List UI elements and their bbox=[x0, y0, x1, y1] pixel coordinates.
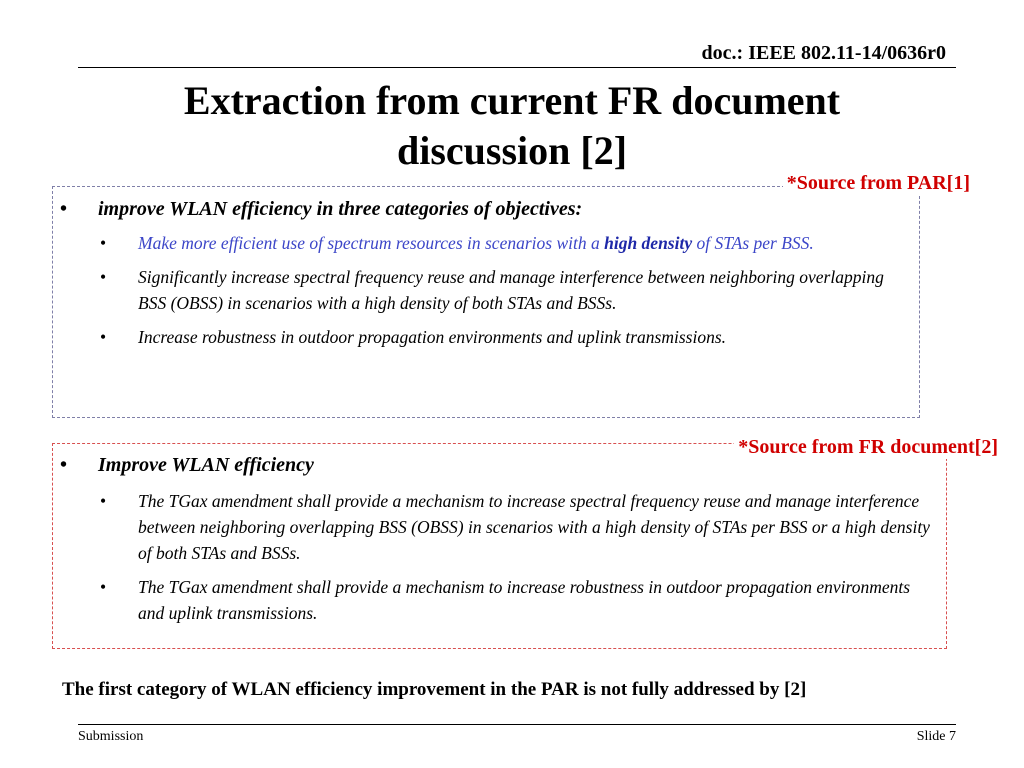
fr-item-1: The TGax amendment shall provide a mechanism to increase spectral frequency reuse and manage interference between neighboring overlapping BSS (OBSS) in scenarios with a high density of STAs per BSS or a high density of both STAs and BSSs. bbox=[138, 491, 930, 563]
par-item-1 bbox=[138, 230, 912, 256]
footer-divider bbox=[78, 724, 956, 725]
par-item-1-text: Make more efficient use of spectrum resources in scenarios with a bbox=[138, 233, 605, 253]
bullet-marker: • bbox=[100, 491, 107, 511]
document-id: doc.: IEEE 802.11-14/0636r0 bbox=[701, 42, 946, 64]
par-item-list bbox=[100, 230, 912, 358]
list-item bbox=[100, 264, 912, 316]
fr-heading: Improve WLAN efficiency bbox=[98, 454, 314, 476]
par-item-1-text-end: of STAs per BSS. bbox=[692, 233, 814, 253]
slide-title bbox=[60, 76, 964, 176]
conclusion-text: The first category of WLAN efficiency improvement in the PAR is not fully addressed by [2] bbox=[62, 679, 807, 700]
par-source-label: *Source from PAR[1] bbox=[783, 172, 974, 195]
bullet-marker: • bbox=[60, 454, 68, 476]
slide-number: Slide 7 bbox=[916, 729, 956, 744]
slide-title-line1: Extraction from current FR document bbox=[183, 78, 841, 123]
bullet-marker: • bbox=[60, 198, 68, 220]
par-item-2: Significantly increase spectral frequency reuse and manage interference between neighboring overlapping BSS (OBSS) in scenarios with a high density of both STAs and BSSs. bbox=[138, 267, 884, 313]
par-heading: improve WLAN efficiency in three categories of objectives: bbox=[98, 198, 583, 220]
list-item bbox=[100, 230, 912, 256]
footer-submission: Submission bbox=[78, 729, 144, 744]
bullet-marker: • bbox=[100, 577, 107, 597]
par-heading-bullet bbox=[60, 198, 582, 221]
bullet-marker: • bbox=[100, 327, 107, 347]
bullet-marker: • bbox=[100, 267, 107, 287]
fr-item-2: The TGax amendment shall provide a mechanism to increase robustness in outdoor propagation environments and uplink transmissions. bbox=[138, 577, 911, 623]
par-item-1-highlight: high density bbox=[604, 233, 693, 253]
header-divider bbox=[78, 67, 956, 68]
fr-heading-bullet bbox=[60, 454, 314, 477]
list-item bbox=[100, 488, 930, 566]
list-item bbox=[100, 324, 912, 350]
fr-source-label: *Source from FR document[2] bbox=[734, 436, 1002, 459]
par-item-3: Increase robustness in outdoor propagation environments and uplink transmissions. bbox=[138, 327, 727, 347]
fr-item-list bbox=[100, 488, 930, 634]
bullet-marker: • bbox=[100, 233, 107, 253]
slide-title-line2: discussion [2] bbox=[396, 128, 628, 173]
list-item bbox=[100, 574, 930, 626]
